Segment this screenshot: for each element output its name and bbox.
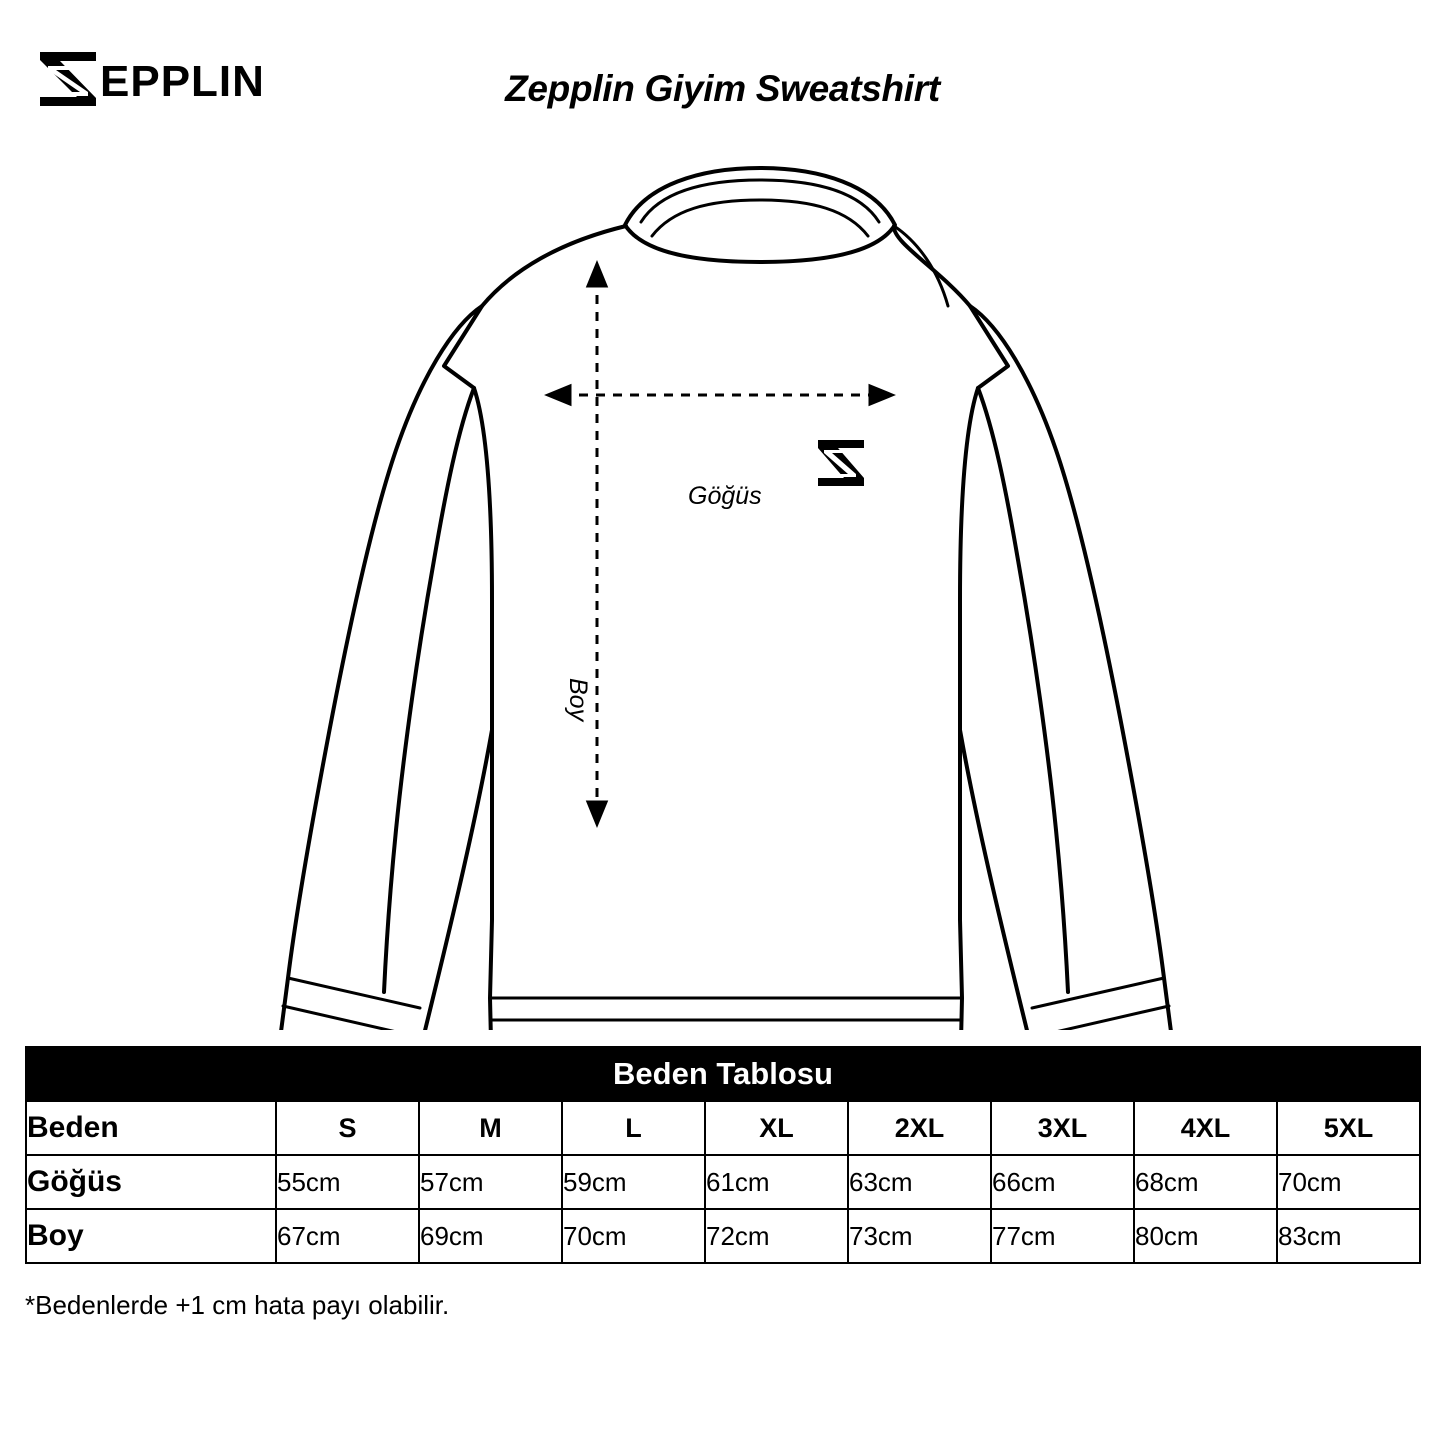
title-bold: Sweatshirt bbox=[755, 68, 940, 109]
header-cell-beden: Beden bbox=[26, 1101, 276, 1155]
gogus-m: 57cm bbox=[419, 1155, 562, 1209]
size-table-wrapper bbox=[25, 1046, 1421, 1264]
boy-l: 70cm bbox=[562, 1209, 705, 1263]
row-label-boy: Boy bbox=[26, 1209, 276, 1263]
table-title: Beden Tablosu bbox=[26, 1047, 1420, 1101]
svg-text:EPPLIN: EPPLIN bbox=[100, 57, 265, 106]
header-cell-m: M bbox=[419, 1101, 562, 1155]
gogus-5xl: 70cm bbox=[1277, 1155, 1420, 1209]
header-cell-s: S bbox=[276, 1101, 419, 1155]
header-cell-3xl: 3XL bbox=[991, 1101, 1134, 1155]
row-label-gogus: Göğüs bbox=[26, 1155, 276, 1209]
boy-3xl: 77cm bbox=[991, 1209, 1134, 1263]
gogus-s: 55cm bbox=[276, 1155, 419, 1209]
table-title-row bbox=[26, 1047, 1420, 1101]
gogus-l: 59cm bbox=[562, 1155, 705, 1209]
header-cell-5xl: 5XL bbox=[1277, 1101, 1420, 1155]
boy-2xl: 73cm bbox=[848, 1209, 991, 1263]
gogus-xl: 61cm bbox=[705, 1155, 848, 1209]
chest-measure-label: Göğüs bbox=[688, 482, 762, 510]
boy-4xl: 80cm bbox=[1134, 1209, 1277, 1263]
table-row bbox=[26, 1209, 1420, 1263]
gogus-3xl: 66cm bbox=[991, 1155, 1134, 1209]
boy-m: 69cm bbox=[419, 1209, 562, 1263]
sweatshirt-illustration bbox=[0, 130, 1445, 1030]
gogus-4xl: 68cm bbox=[1134, 1155, 1277, 1209]
size-table bbox=[25, 1046, 1421, 1264]
footnote: *Bedenlerde +1 cm hata payı olabilir. bbox=[25, 1290, 450, 1320]
header-cell-2xl: 2XL bbox=[848, 1101, 991, 1155]
table-header-row bbox=[26, 1101, 1420, 1155]
page-title bbox=[0, 68, 1445, 110]
title-light: Zepplin Giyim bbox=[505, 68, 756, 109]
body-measure-label: Boy bbox=[564, 678, 592, 722]
header-cell-4xl: 4XL bbox=[1134, 1101, 1277, 1155]
boy-xl: 72cm bbox=[705, 1209, 848, 1263]
gogus-2xl: 63cm bbox=[848, 1155, 991, 1209]
boy-s: 67cm bbox=[276, 1209, 419, 1263]
boy-5xl: 83cm bbox=[1277, 1209, 1420, 1263]
table-row bbox=[26, 1155, 1420, 1209]
header-cell-xl: XL bbox=[705, 1101, 848, 1155]
chest-z-mark bbox=[818, 440, 864, 486]
header-cell-l: L bbox=[562, 1101, 705, 1155]
page-header bbox=[0, 0, 1445, 140]
